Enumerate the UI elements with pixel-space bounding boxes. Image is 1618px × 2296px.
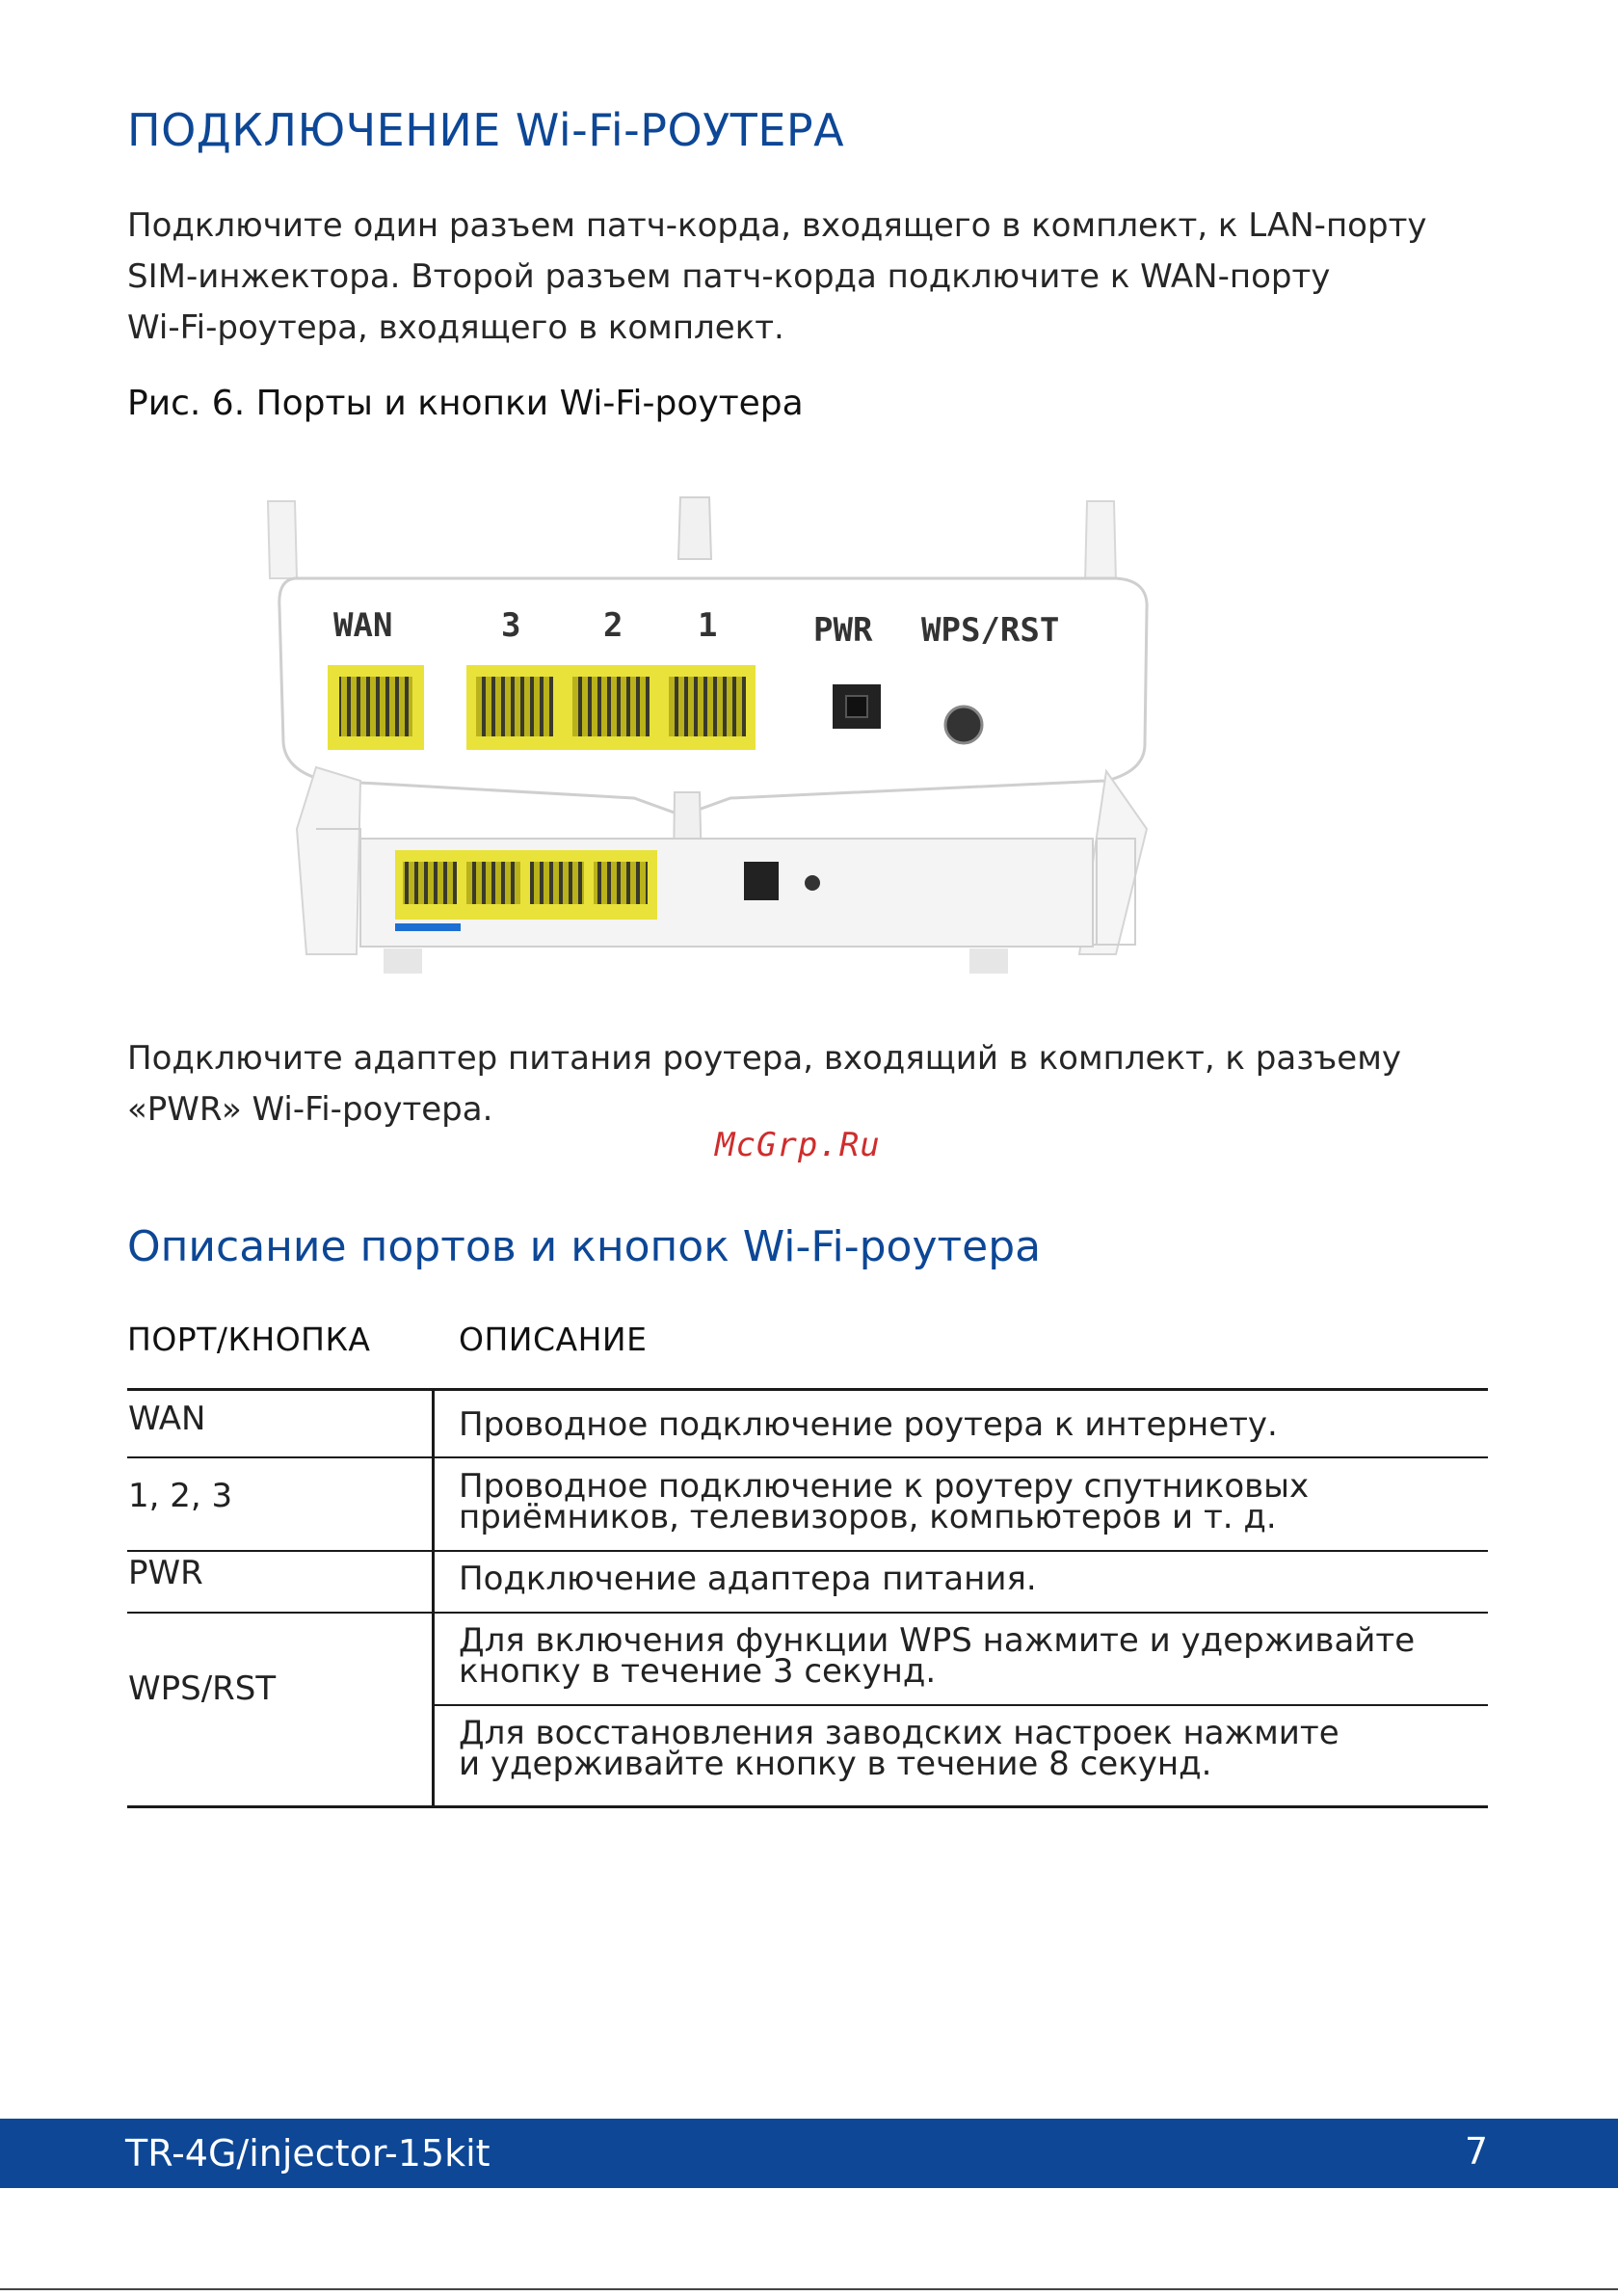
antenna-left-icon xyxy=(268,501,297,578)
desc-line: и удерживайте кнопку в течение 8 секунд. xyxy=(459,1745,1212,1783)
intro-paragraph xyxy=(127,200,1515,354)
table-row-port: WAN xyxy=(128,1400,206,1438)
intro-line: SIM-инжектора. Второй разъем патч-корда подключите к WAN-порту xyxy=(127,257,1331,296)
power-line: Подключите адаптер питания роутера, входящий в комплект, к разъему xyxy=(127,1039,1401,1078)
table-subrow-divider xyxy=(435,1704,1488,1706)
table-row-desc xyxy=(459,1467,1310,1536)
table-row-desc xyxy=(459,1560,1037,1598)
power-line: «PWR» Wi-Fi-роутера. xyxy=(127,1090,493,1129)
wan-label: WAN xyxy=(333,606,393,645)
page-bottom-rule xyxy=(0,2288,1618,2290)
intro-line: Wi-Fi-роутера, входящего в комплект. xyxy=(127,308,784,347)
router-ports-figure xyxy=(249,492,1203,983)
intro-line: Подключите один разъем патч-корда, входящего в комплект, к LAN-порту xyxy=(127,206,1427,245)
desc-line: приёмников, телевизоров, компьютеров и т. д. xyxy=(459,1498,1277,1536)
page-number: 7 xyxy=(1464,2130,1488,2173)
antenna-right-icon xyxy=(1085,501,1116,583)
desc-line: Подключение адаптера питания. xyxy=(459,1560,1037,1598)
desc-line: кнопку в течение 3 секунд. xyxy=(459,1652,937,1691)
table-row-port: PWR xyxy=(128,1554,203,1592)
wps-label: WPS/RST xyxy=(921,611,1060,650)
wps-button-icon xyxy=(945,707,982,743)
power-paragraph xyxy=(127,1033,1515,1135)
table-row-desc xyxy=(459,1621,1416,1691)
port2-label: 2 xyxy=(603,606,623,645)
port3-label: 3 xyxy=(501,606,521,645)
table-row-port: 1, 2, 3 xyxy=(128,1477,233,1515)
pwr-label: PWR xyxy=(813,611,873,650)
wan-port-icon xyxy=(328,665,424,750)
desc-line: Проводное подключение к роутеру спутниковых xyxy=(459,1467,1310,1506)
footer-bar xyxy=(0,2119,1618,2188)
leg-antenna-left xyxy=(297,767,360,954)
table-row-desc xyxy=(459,1405,1278,1444)
footer-model: TR-4G/injector-15kit xyxy=(125,2132,491,2175)
table-row-divider xyxy=(127,1550,1488,1552)
figure-caption: Рис. 6. Порты и кнопки Wi-Fi-роутера xyxy=(127,384,804,423)
table-rule-top xyxy=(127,1388,1488,1391)
table-header-port: ПОРТ/КНОПКА xyxy=(127,1321,371,1358)
table-row-divider xyxy=(127,1456,1488,1458)
section-title: Описание портов и кнопок Wi-Fi-роутера xyxy=(127,1222,1042,1271)
antenna-center-icon xyxy=(678,497,711,559)
table-row-desc xyxy=(459,1714,1339,1783)
table-row-port: WPS/RST xyxy=(128,1669,277,1708)
desc-line: Для восстановления заводских настроек нажмите xyxy=(459,1714,1339,1752)
desc-line: Для включения функции WPS нажмите и удерживайте xyxy=(459,1621,1416,1660)
table-header-description: ОПИСАНИЕ xyxy=(459,1321,648,1358)
desc-line: Проводное подключение роутера к интернету. xyxy=(459,1405,1278,1444)
table-column-divider xyxy=(432,1391,435,1806)
table-row-divider xyxy=(127,1612,1488,1614)
watermark: McGrp.Ru xyxy=(715,1126,881,1164)
port1-label: 1 xyxy=(698,606,718,645)
page-heading: ПОДКЛЮЧЕНИЕ Wi-Fi-РОУТЕРА xyxy=(127,104,845,156)
table-rule-bottom xyxy=(127,1805,1488,1808)
lan-ports-icon xyxy=(466,665,756,750)
